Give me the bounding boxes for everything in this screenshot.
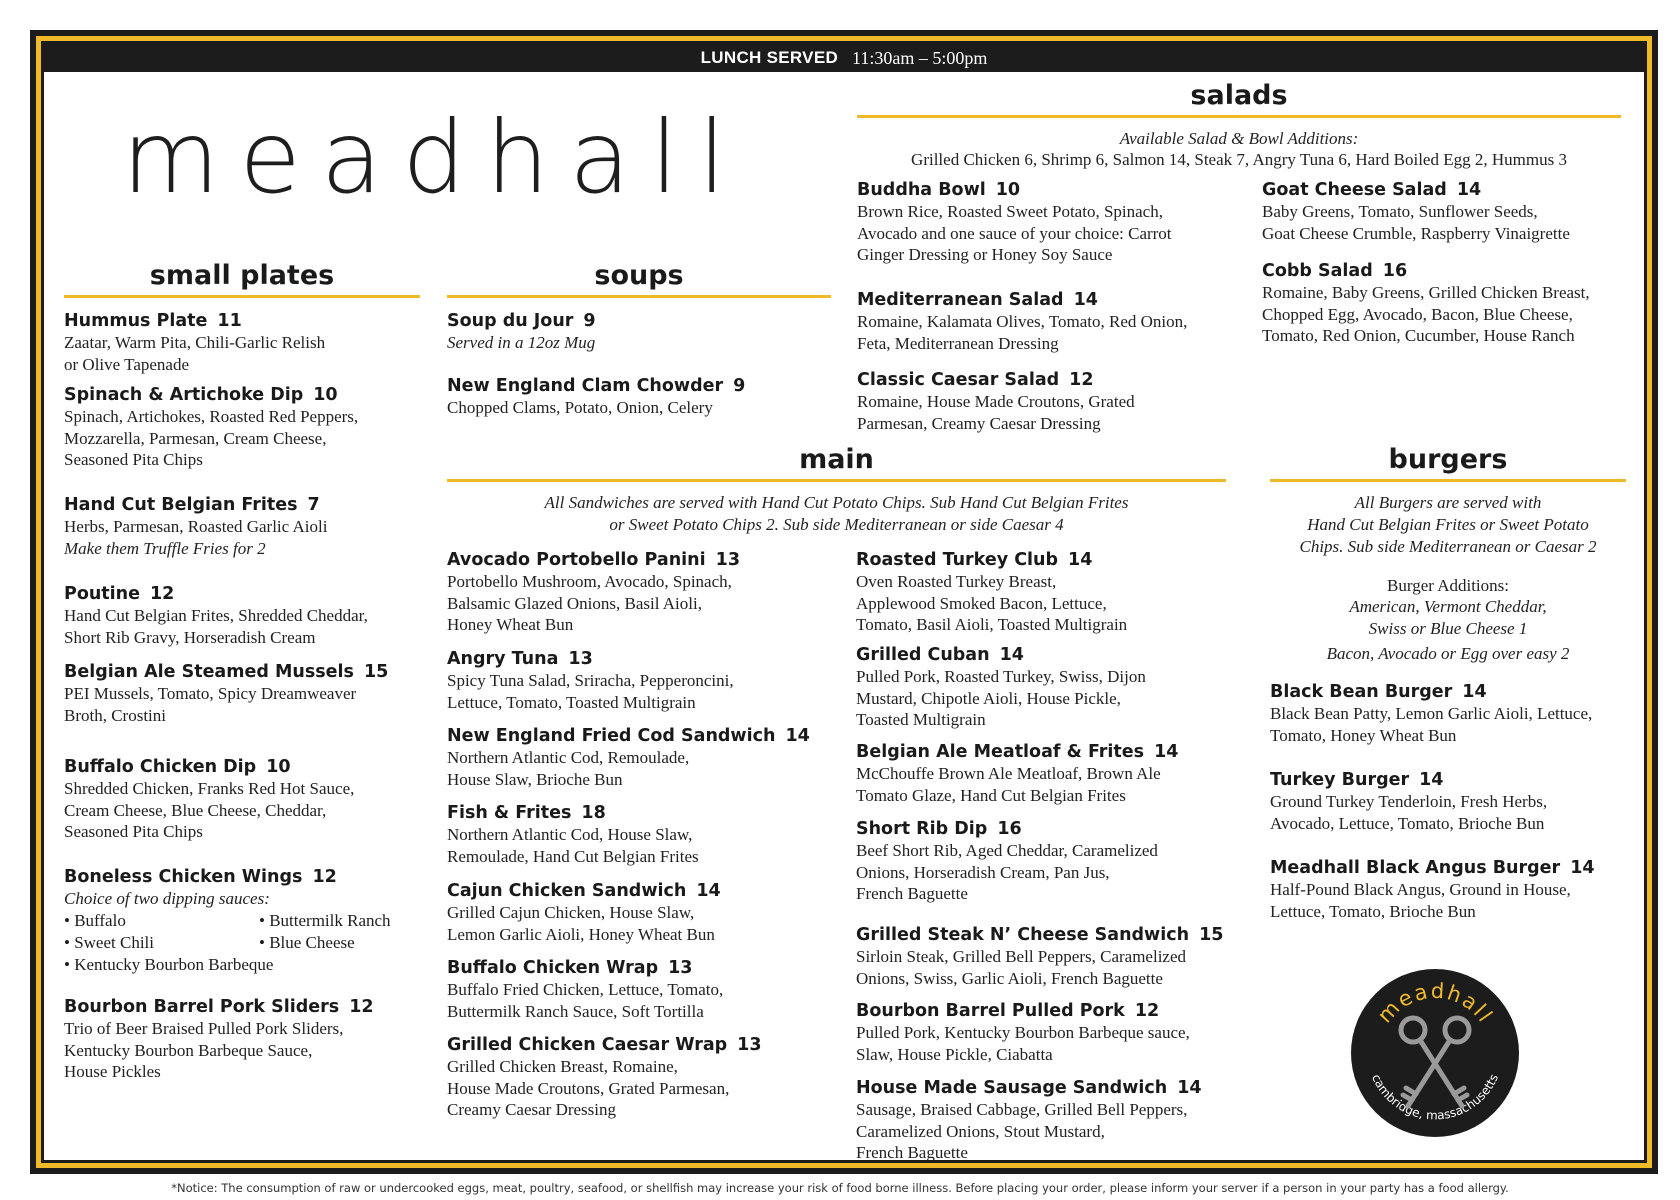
description-line: Seasoned Pita Chips	[64, 822, 203, 841]
menu-item	[856, 741, 1178, 806]
menu-item-title: Goat Cheese Salad	[1262, 180, 1447, 200]
salad-additions-label: Available Salad & Bowl Additions:	[1119, 129, 1359, 148]
menu-item-name	[447, 310, 596, 332]
description-line: Black Bean Patty, Lemon Garlic Aioli, Lettuce,	[1270, 704, 1593, 723]
menu-item-description	[1270, 791, 1547, 834]
menu-item-name	[1270, 857, 1595, 879]
description-line: Parmesan, Creamy Caesar Dressing	[857, 413, 1101, 433]
menu-item-description	[856, 666, 1146, 731]
menu-item	[447, 957, 723, 1022]
description-line: Cream Cheese, Blue Cheese, Cheddar,	[64, 800, 327, 820]
menu-item-title: Poutine	[64, 584, 140, 604]
menu-item-description	[64, 605, 368, 648]
description-line: Pulled Pork, Kentucky Bourbon Barbeque sauce,	[856, 1023, 1190, 1042]
menu-item	[64, 583, 368, 648]
menu-item-price: 12	[1069, 370, 1094, 390]
soups-heading: soups	[447, 262, 831, 298]
menu-item-description	[447, 747, 810, 790]
menu-item-description	[447, 332, 596, 354]
menu-item-name	[856, 1000, 1190, 1022]
description-line: Buffalo Fried Chicken, Lettuce, Tomato,	[447, 980, 724, 999]
menu-item-name	[447, 957, 723, 979]
menu-item	[1262, 179, 1570, 244]
menu-item-price: 14	[999, 645, 1024, 665]
description-line: Goat Cheese Crumble, Raspberry Vinaigrette	[1262, 223, 1570, 243]
menu-item-title: Fish & Frites	[447, 803, 572, 823]
menu-item	[856, 818, 1158, 905]
burgers-note-line: All Burgers are served with	[1354, 493, 1542, 512]
description-line: Portobello Mushroom, Avocado, Spinach,	[447, 572, 732, 591]
menu-item	[64, 494, 327, 559]
burger-additions	[1270, 596, 1626, 640]
menu-item-name	[447, 880, 721, 902]
menu-item-price: 14	[1154, 742, 1179, 762]
menu-item-title: Turkey Burger	[1270, 770, 1410, 790]
menu-item-price: 13	[715, 550, 740, 570]
menu-item	[856, 549, 1127, 636]
menu-item-price: 15	[1199, 925, 1224, 945]
menu-item-price: 14	[1462, 682, 1487, 702]
main-note-line: or Sweet Potato Chips 2. Sub side Mediterranean or side Caesar 4	[609, 515, 1064, 534]
description-line: Honey Wheat Bun	[447, 615, 574, 634]
menu-item-title: Belgian Ale Steamed Mussels	[64, 662, 354, 682]
description-line: Sirloin Steak, Grilled Bell Peppers, Caramelized	[856, 947, 1187, 966]
description-line: Spicy Tuna Salad, Sriracha, Pepperoncini,	[447, 671, 734, 690]
menu-item-name	[856, 818, 1158, 840]
description-line: Romaine, Baby Greens, Grilled Chicken Breast,	[1262, 283, 1590, 302]
menu-item-description	[856, 946, 1223, 989]
menu-item-name	[64, 661, 388, 683]
description-line: Onions, Swiss, Garlic Aioli, French Baguette	[856, 968, 1163, 988]
menu-item-name	[64, 756, 354, 778]
menu-item-description	[856, 840, 1158, 905]
menu-item-description	[64, 778, 354, 843]
description-line: McChouffe Brown Ale Meatloaf, Brown Ale	[856, 764, 1161, 783]
menu-item-title: Hand Cut Belgian Frites	[64, 495, 298, 515]
menu-item-title: House Made Sausage Sandwich	[856, 1078, 1168, 1098]
menu-item-title: Grilled Steak N’ Cheese Sandwich	[856, 925, 1190, 945]
menu-item	[856, 1077, 1202, 1164]
description-line: PEI Mussels, Tomato, Spicy Dreamweaver	[64, 684, 357, 703]
menu-item	[1270, 681, 1592, 746]
menu-item-price: 9	[583, 311, 596, 331]
menu-item	[447, 802, 699, 867]
burger-additions-2: Bacon, Avocado or Egg over easy 2	[1326, 644, 1570, 663]
menu-item-description	[857, 391, 1135, 434]
menu-item-price: 13	[737, 1035, 762, 1055]
burger-additions-line: American, Vermont Cheddar,	[1349, 597, 1547, 616]
menu-item-price: 14	[1456, 180, 1482, 200]
menu-item-title: Bourbon Barrel Pork Sliders	[64, 997, 340, 1017]
menu-item-price: 14	[696, 881, 721, 901]
menu-item-price: 7	[307, 495, 320, 515]
menu-item	[447, 880, 721, 945]
description-line: Lettuce, Tomato, Toasted Multigrain	[447, 692, 696, 712]
menu-item	[857, 179, 1172, 266]
description-line: Broth, Crostini	[64, 705, 167, 725]
menu-item	[447, 1034, 762, 1121]
description-line: Slaw, House Pickle, Ciabatta	[856, 1044, 1053, 1064]
menu-item-name	[447, 802, 699, 824]
description-line: Grilled Chicken Breast, Romaine,	[447, 1057, 678, 1076]
sauce-option: • Blue Cheese	[259, 932, 355, 952]
main-note-line: All Sandwiches are served with Hand Cut Potato Chips. Sub Hand Cut Belgian Frites	[544, 493, 1129, 512]
sauce-option: • Kentucky Bourbon Barbeque	[64, 954, 274, 974]
menu-item-name	[1270, 769, 1547, 791]
description-line: Remoulade, Hand Cut Belgian Frites	[447, 846, 699, 866]
menu-item-name	[447, 725, 810, 747]
menu-item-description	[1262, 282, 1590, 347]
description-line: Chopped Clams, Potato, Onion, Celery	[447, 398, 713, 417]
description-line: Northern Atlantic Cod, House Slaw,	[447, 825, 693, 844]
menu-item-description	[856, 1022, 1190, 1065]
menu-item	[1262, 260, 1590, 347]
menu-item-description	[856, 1099, 1202, 1164]
description-line: Served in a 12oz Mug	[447, 333, 596, 352]
menu-item-description	[447, 902, 721, 945]
menu-item-title: Meadhall Black Angus Burger	[1270, 858, 1561, 878]
menu-item-name	[857, 289, 1187, 311]
menu-item-title: Short Rib Dip	[856, 819, 988, 839]
description-line: House Pickles	[64, 1062, 161, 1081]
menu-item-title: Soup du Jour	[447, 311, 574, 331]
description-line: Ginger Dressing or Honey Soy Sauce	[857, 245, 1113, 264]
menu-item	[447, 648, 734, 713]
description-line: Chopped Egg, Avocado, Bacon, Blue Cheese,	[1262, 304, 1573, 324]
menu-item-name	[447, 549, 740, 571]
description-line: French Baguette	[856, 1143, 968, 1162]
menu-item-title: Buffalo Chicken Wrap	[447, 958, 659, 978]
description-line: Mozzarella, Parmesan, Cream Cheese,	[64, 428, 327, 448]
menu-item	[64, 866, 419, 976]
menu-item-description	[447, 397, 745, 419]
menu-item-title: Boneless Chicken Wings	[64, 867, 303, 887]
description-line: Onions, Horseradish Cream, Pan Jus,	[856, 862, 1110, 882]
description-line: Half-Pound Black Angus, Ground in House,	[1270, 880, 1571, 899]
menu-item-name	[1270, 681, 1592, 703]
burgers-note	[1270, 492, 1626, 558]
menu-item	[447, 375, 745, 419]
restaurant-logo: meadhall	[122, 99, 746, 216]
menu-item-price: 14	[1177, 1078, 1202, 1098]
menu-item-description	[1270, 879, 1595, 922]
menu-item-name	[447, 1034, 762, 1056]
description-line: Caramelized Onions, Stout Mustard,	[856, 1121, 1105, 1141]
menu-item-name	[1262, 179, 1570, 201]
description-line: House Slaw, Brioche Bun	[447, 769, 623, 789]
description-line: Tomato, Basil Aioli, Toasted Multigrain	[856, 615, 1128, 634]
menu-item-name	[856, 1077, 1202, 1099]
menu-item-price: 10	[313, 385, 338, 405]
description-line: Mustard, Chipotle Aioli, House Pickle,	[856, 688, 1121, 708]
menu-item-title: New England Fried Cod Sandwich	[447, 726, 776, 746]
burgers-note-line: Hand Cut Belgian Frites or Sweet Potato	[1307, 515, 1589, 534]
menu-item	[1270, 857, 1595, 922]
description-line: Tomato Glaze, Hand Cut Belgian Frites	[856, 785, 1126, 805]
description-line: Sausage, Braised Cabbage, Grilled Bell Peppers,	[856, 1100, 1188, 1119]
menu-item	[447, 310, 596, 354]
menu-item-title: Black Bean Burger	[1270, 682, 1453, 702]
menu-item-name	[857, 179, 1172, 201]
menu-item-subtitle: Choice of two dipping sauces:	[64, 889, 270, 908]
description-line: Beef Short Rib, Aged Cheddar, Caramelized	[856, 841, 1158, 860]
menu-item-price: 13	[668, 958, 693, 978]
menu-item-title: Hummus Plate	[64, 311, 208, 331]
menu-item-description	[64, 516, 327, 538]
menu-item-name	[64, 384, 358, 406]
menu-item-price: 16	[997, 819, 1022, 839]
menu-item	[1270, 769, 1547, 834]
menu-item	[64, 996, 374, 1083]
description-line: Ground Turkey Tenderloin, Fresh Herbs,	[1270, 792, 1548, 811]
menu-item-name	[64, 494, 327, 516]
menu-item-name	[1262, 260, 1590, 282]
lunch-hours: 11:30am – 5:00pm	[852, 47, 988, 68]
menu-item	[64, 756, 354, 843]
menu-item-price: 12	[349, 997, 374, 1017]
menu-item-price: 12	[1134, 1001, 1160, 1021]
menu-item-description	[857, 201, 1172, 266]
menu-item-description	[447, 824, 699, 867]
menu-item-price: 16	[1382, 261, 1408, 281]
description-line: French Baguette	[856, 884, 968, 903]
menu-item	[856, 644, 1146, 731]
badge-brand: meadhall	[1372, 978, 1498, 1028]
menu-item-title: Grilled Cuban	[856, 645, 990, 665]
menu-item-description	[64, 683, 388, 726]
menu-item-name	[447, 375, 745, 397]
description-line: Tomato, Red Onion, Cucumber, House Ranch	[1262, 326, 1575, 345]
menu-item-title: Bourbon Barrel Pulled Pork	[856, 1001, 1125, 1021]
sauce-options	[64, 910, 419, 976]
menu-item-name	[64, 866, 419, 888]
small-plates-heading: small plates	[64, 262, 420, 298]
description-line: Brown Rice, Roasted Sweet Potato, Spinach,	[857, 202, 1163, 221]
description-line: Baby Greens, Tomato, Sunflower Seeds,	[1262, 202, 1538, 221]
menu-item-price: 10	[995, 180, 1021, 200]
description-line: Hand Cut Belgian Frites, Shredded Cheddar,	[64, 606, 368, 625]
menu-item-description	[447, 979, 723, 1022]
description-line: House Made Croutons, Grated Parmesan,	[447, 1078, 730, 1098]
food-safety-notice: *Notice: The consumption of raw or undercooked eggs, meat, poultry, seafood, or shellfish may increase your risk of food borne illness. Before placing your order, please inform your server if a person in your party has a food allergy.	[171, 1181, 1509, 1195]
menu-item-price: 14	[1570, 858, 1595, 878]
menu-item	[856, 1000, 1190, 1065]
menu-item-title: Roasted Turkey Club	[856, 550, 1059, 570]
menu-item	[447, 549, 740, 636]
menu-item-price: 10	[266, 757, 291, 777]
description-line: Kentucky Bourbon Barbeque Sauce,	[64, 1040, 313, 1060]
menu-item-title: Spinach & Artichoke Dip	[64, 385, 304, 405]
main-note	[447, 492, 1226, 536]
menu-item-description	[857, 311, 1187, 354]
description-line: Pulled Pork, Roasted Turkey, Swiss, Dijon	[856, 667, 1146, 686]
description-line: Romaine, House Made Croutons, Grated	[857, 392, 1135, 411]
menu-item-name	[447, 648, 734, 670]
description-line: Shredded Chicken, Franks Red Hot Sauce,	[64, 779, 355, 798]
menu-item-description	[856, 571, 1127, 636]
salads-heading: salads	[857, 82, 1621, 118]
menu-item-title: Grilled Chicken Caesar Wrap	[447, 1035, 728, 1055]
description-line: Northern Atlantic Cod, Remoulade,	[447, 748, 690, 767]
menu-item-description	[856, 763, 1178, 806]
menu-item	[64, 310, 325, 375]
menu-item-price: 14	[785, 726, 810, 746]
menu-item-price: 15	[363, 662, 389, 682]
description-line: Trio of Beer Braised Pulled Pork Sliders,	[64, 1019, 344, 1038]
description-line: Avocado and one sauce of your choice: Carrot	[857, 223, 1172, 243]
menu-item-title: Angry Tuna	[447, 649, 559, 669]
menu-item-title: Cajun Chicken Sandwich	[447, 881, 687, 901]
menu-item-description	[447, 1056, 762, 1121]
description-line: Balsamic Glazed Onions, Basil Aioli,	[447, 593, 702, 613]
menu-item-extra: Make them Truffle Fries for 2	[64, 538, 266, 558]
menu-item-price: 14	[1419, 770, 1444, 790]
description-line: Buttermilk Ranch Sauce, Soft Tortilla	[447, 1001, 704, 1021]
sauce-option: • Sweet Chili	[64, 932, 155, 952]
menu-item-description	[1270, 703, 1592, 746]
menu-item-title: Mediterranean Salad	[857, 290, 1064, 310]
description-line: Zaatar, Warm Pita, Chili-Garlic Relish	[64, 333, 326, 352]
menu-item	[856, 924, 1223, 989]
description-line: Oven Roasted Turkey Breast,	[856, 572, 1057, 591]
menu-item	[857, 369, 1135, 434]
description-line: Romaine, Kalamata Olives, Tomato, Red Onion,	[857, 312, 1188, 331]
description-line: Toasted Multigrain	[856, 710, 986, 729]
sauce-option: • Buffalo	[64, 910, 126, 930]
menu-item-price: 14	[1073, 290, 1098, 310]
menu-item	[64, 661, 388, 726]
menu-item	[64, 384, 358, 471]
description-line: Lettuce, Tomato, Brioche Bun	[1270, 901, 1476, 921]
menu-item-price: 12	[150, 584, 175, 604]
menu-item-price: 11	[217, 311, 242, 331]
menu-item-description	[64, 1018, 374, 1083]
burgers-note-line: Chips. Sub side Mediterranean or Caesar 2	[1299, 537, 1597, 556]
main-heading: main	[447, 446, 1226, 482]
badge-location: cambridge, massachusetts	[1368, 1071, 1502, 1123]
menu-item-price: 18	[581, 803, 606, 823]
sauce-option: • Buttermilk Ranch	[259, 910, 391, 930]
menu-item-description	[447, 670, 734, 713]
menu-item-title: Buddha Bowl	[857, 180, 986, 200]
lunch-hours-bar	[44, 44, 1644, 72]
menu-item-price: 13	[568, 649, 593, 669]
menu-item	[857, 289, 1187, 354]
menu-item-name	[64, 583, 368, 605]
description-line: Grilled Cajun Chicken, House Slaw,	[447, 903, 695, 922]
burgers-heading: burgers	[1270, 446, 1626, 482]
description-line: Seasoned Pita Chips	[64, 450, 203, 469]
menu-item-price: 12	[312, 867, 337, 887]
menu-item-price: 9	[733, 376, 746, 396]
description-line: Short Rib Gravy, Horseradish Cream	[64, 627, 316, 647]
menu-item-price: 14	[1068, 550, 1093, 570]
burger-additions-label: Burger Additions:	[1387, 576, 1509, 595]
menu-item-title: New England Clam Chowder	[447, 376, 724, 396]
menu-item-name	[856, 741, 1178, 763]
description-line: Lemon Garlic Aioli, Honey Wheat Bun	[447, 924, 715, 944]
description-line: Tomato, Honey Wheat Bun	[1270, 725, 1457, 745]
menu-item-description	[64, 332, 325, 375]
description-line: Herbs, Parmesan, Roasted Garlic Aioli	[64, 517, 328, 536]
description-line: Feta, Mediterranean Dressing	[857, 333, 1059, 353]
menu-item-title: Belgian Ale Meatloaf & Frites	[856, 742, 1145, 762]
menu-item-name	[856, 549, 1127, 571]
description-line: Creamy Caesar Dressing	[447, 1100, 617, 1119]
burger-additions-line: Swiss or Blue Cheese 1	[1368, 619, 1528, 638]
menu-item-name	[856, 644, 1146, 666]
menu-item-description	[1262, 201, 1570, 244]
menu-item-name	[857, 369, 1135, 391]
menu-item-title: Classic Caesar Salad	[857, 370, 1060, 390]
menu-item-name	[64, 996, 374, 1018]
menu-item-title: Avocado Portobello Panini	[447, 550, 706, 570]
description-line: Spinach, Artichokes, Roasted Red Peppers,	[64, 407, 359, 426]
description-line: Applewood Smoked Bacon, Lettuce,	[856, 593, 1107, 613]
description-line: Avocado, Lettuce, Tomato, Brioche Bun	[1270, 813, 1545, 833]
menu-item-description	[447, 571, 740, 636]
menu-item-description	[64, 406, 358, 471]
salad-additions: Grilled Chicken 6, Shrimp 6, Salmon 14, Steak 7, Angry Tuna 6, Hard Boiled Egg 2, Hummus 3	[911, 150, 1567, 169]
lunch-label: LUNCH SERVED	[700, 48, 839, 67]
meadhall-badge	[1350, 968, 1520, 1138]
menu-item-name	[856, 924, 1223, 946]
description-line: or Olive Tapenade	[64, 354, 190, 374]
menu-item-name	[64, 310, 325, 332]
menu-item-title: Buffalo Chicken Dip	[64, 757, 257, 777]
menu-item-title: Cobb Salad	[1262, 261, 1373, 281]
menu-item	[447, 725, 810, 790]
